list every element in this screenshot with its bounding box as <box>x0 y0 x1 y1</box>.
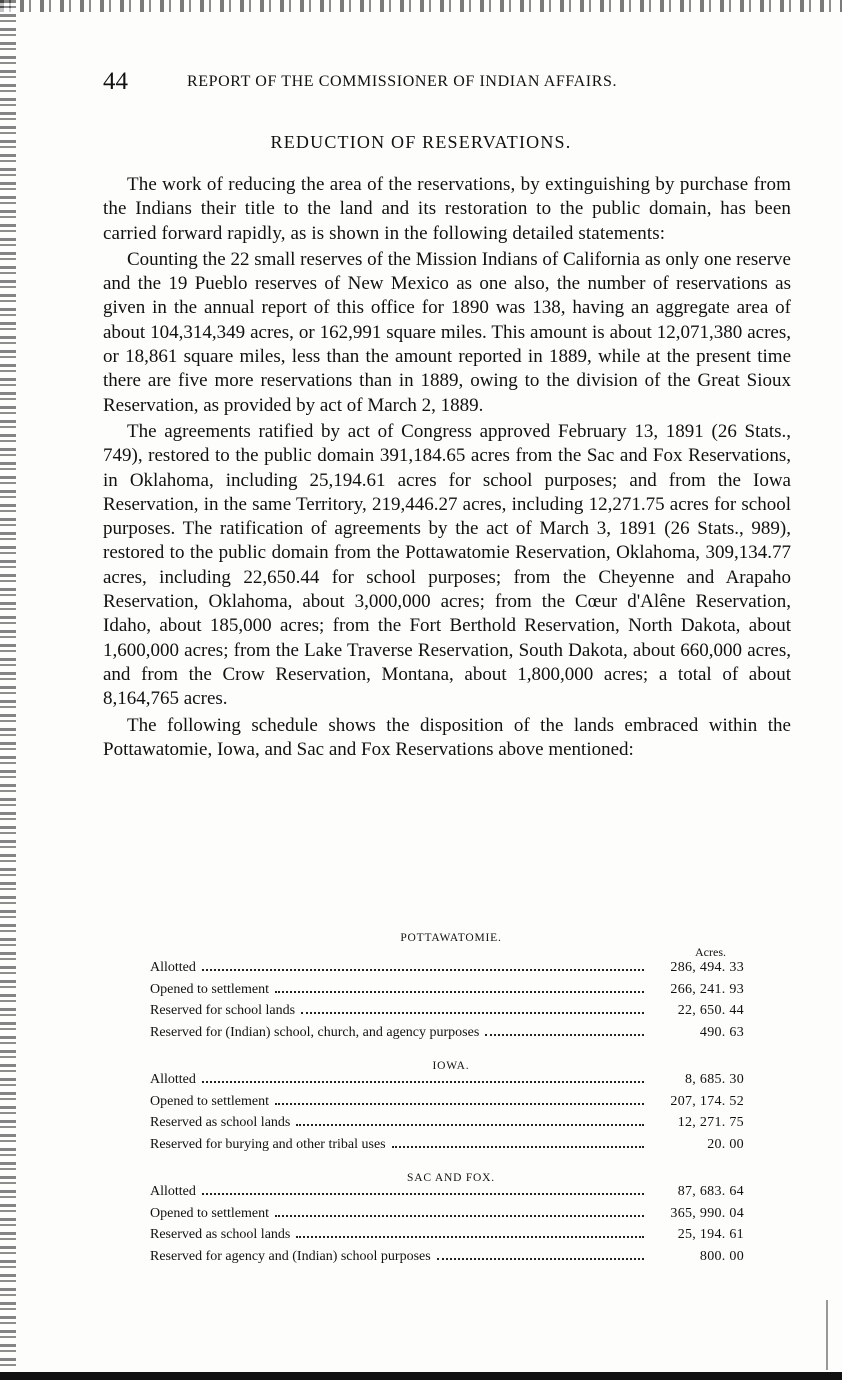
row-value: 266, 241. 93 <box>670 981 744 997</box>
row-label: Reserved for burying and other tribal uses <box>150 1136 386 1152</box>
row-value: 490. 63 <box>699 1024 744 1040</box>
row-value: 286, 494. 33 <box>670 960 744 975</box>
table-row <box>150 1206 744 1228</box>
table-row <box>150 1137 744 1159</box>
row-label: Reserved as school lands <box>150 1227 291 1242</box>
row-value: 365, 990. 04 <box>670 1205 744 1221</box>
paragraph: The work of reducing the area of the reservations, by extinguishing by purchase from the Indians their title to the land and its restoration to the public domain, has been carried forward rapidly, as is shown in the following detailed statements: <box>103 174 791 244</box>
dot-leader <box>296 1124 644 1126</box>
paragraph: The agreements ratified by act of Congress approved February 13, 1891 (26 Stats., 749), restored to the public domain 391,184.65 acres from the Sac and Fox Reservations, in Oklahoma, including 25,194.61 acres for school purposes; and from the Iowa Reservation, in the same Territory, 219,446.27 acres, including 12,271.75 acres for school purposes. The ratification of agreements by the act of March 3, 1891 (26 Stats., 989), restored to the public domain from the Pottawatomie Reservation, Oklahoma, 309,134.77 acres, including 22,650.44 for school purposes; from the Cheyenne and Arapaho Reservation, Oklahoma, about 3,000,000 acres; from the Cœur d'Alêne Reservation, Idaho, about 185,000 acres; from the Fort Berthold Reservation, North Dakota, about 1,600,000 acres; from the Lake Traverse Reservation, South Dakota, about 660,000 acres, and from the Crow Reservation, Montana, about 1,800,000 acres; a total of about 8,164,765 acres. <box>103 420 791 710</box>
page-header <box>103 68 743 98</box>
dot-leader <box>485 1034 644 1036</box>
row-label: Allotted <box>150 1072 196 1087</box>
row-label: Opened to settlement <box>150 1093 269 1109</box>
row-label: Opened to settlement <box>150 1205 269 1221</box>
page-number: 44 <box>103 68 128 95</box>
dot-leader <box>275 991 644 993</box>
scan-edge-top <box>0 0 842 12</box>
row-label: Reserved as school lands <box>150 1115 291 1130</box>
row-value: 25, 194. 61 <box>677 1227 744 1242</box>
dot-leader <box>202 1081 644 1083</box>
table-row <box>150 1072 744 1094</box>
row-value: 207, 174. 52 <box>670 1093 744 1109</box>
row-label: Reserved for (Indian) school, church, and agency purposes <box>150 1024 480 1040</box>
row-label: Reserved for school lands <box>150 1003 296 1018</box>
scan-edge-bottom <box>0 1372 842 1380</box>
row-value: 22, 650. 44 <box>677 1003 744 1018</box>
dot-leader <box>392 1146 644 1148</box>
scan-edge-right <box>826 1300 828 1370</box>
row-value: 12, 271. 75 <box>677 1115 744 1130</box>
scan-edge-left <box>0 0 16 1380</box>
table-row <box>150 960 744 982</box>
unit-label: Acres. <box>695 945 726 959</box>
schedule <box>150 932 744 1270</box>
table-row <box>150 982 744 1004</box>
table-row <box>150 1184 744 1206</box>
row-value: 20. 00 <box>707 1136 744 1152</box>
running-title: REPORT OF THE COMMISSIONER OF INDIAN AFFAIRS. <box>187 73 618 90</box>
paragraph: Counting the 22 small reserves of the Mission Indians of California as only one reserve and the 19 Pueblo reserves of New Mexico as one also, the number of reservations as given in the annual report of this office for 1890 was 138, having an aggregate area of about 104,314,349 acres, or 162,991 square miles. This amount is about 12,071,380 acres, or 18,861 square miles, less than the amount reported in 1889, while at the present time there are five more reservations than in 1889, owing to the division of the Great Sioux Reservation, as provided by act of March 2, 1889. <box>103 248 791 416</box>
row-label: Allotted <box>150 1184 196 1199</box>
dot-leader <box>296 1236 644 1238</box>
row-label: Allotted <box>150 960 196 975</box>
table-row <box>150 1003 744 1025</box>
row-label: Reserved for agency and (Indian) school purposes <box>150 1248 431 1264</box>
table-title-sac-and-fox: SAC AND FOX. <box>407 1172 495 1184</box>
dot-leader <box>437 1258 644 1260</box>
row-label: Opened to settlement <box>150 981 269 997</box>
dot-leader <box>202 1193 644 1195</box>
table-title-iowa: IOWA. <box>432 1060 470 1072</box>
row-value: 800. 00 <box>699 1248 744 1264</box>
dot-leader <box>275 1215 644 1217</box>
table-row <box>150 1094 744 1116</box>
table-row <box>150 1249 744 1271</box>
row-value: 8, 685. 30 <box>685 1072 744 1087</box>
dot-leader <box>202 969 644 971</box>
paragraph: The following schedule shows the disposition of the lands embraced within the Pottawatomie, Iowa, and Sac and Fox Reservations above mentioned: <box>103 714 791 760</box>
table-row <box>150 1115 744 1137</box>
table-row <box>150 1025 744 1047</box>
table-row <box>150 1227 744 1249</box>
section-title: REDUCTION OF RESERVATIONS. <box>270 132 572 152</box>
dot-leader <box>301 1012 644 1014</box>
dot-leader <box>275 1103 644 1105</box>
row-value: 87, 683. 64 <box>677 1184 744 1199</box>
table-title-pottawatomie: POTTAWATOMIE. <box>400 932 502 944</box>
body-text <box>103 173 791 764</box>
